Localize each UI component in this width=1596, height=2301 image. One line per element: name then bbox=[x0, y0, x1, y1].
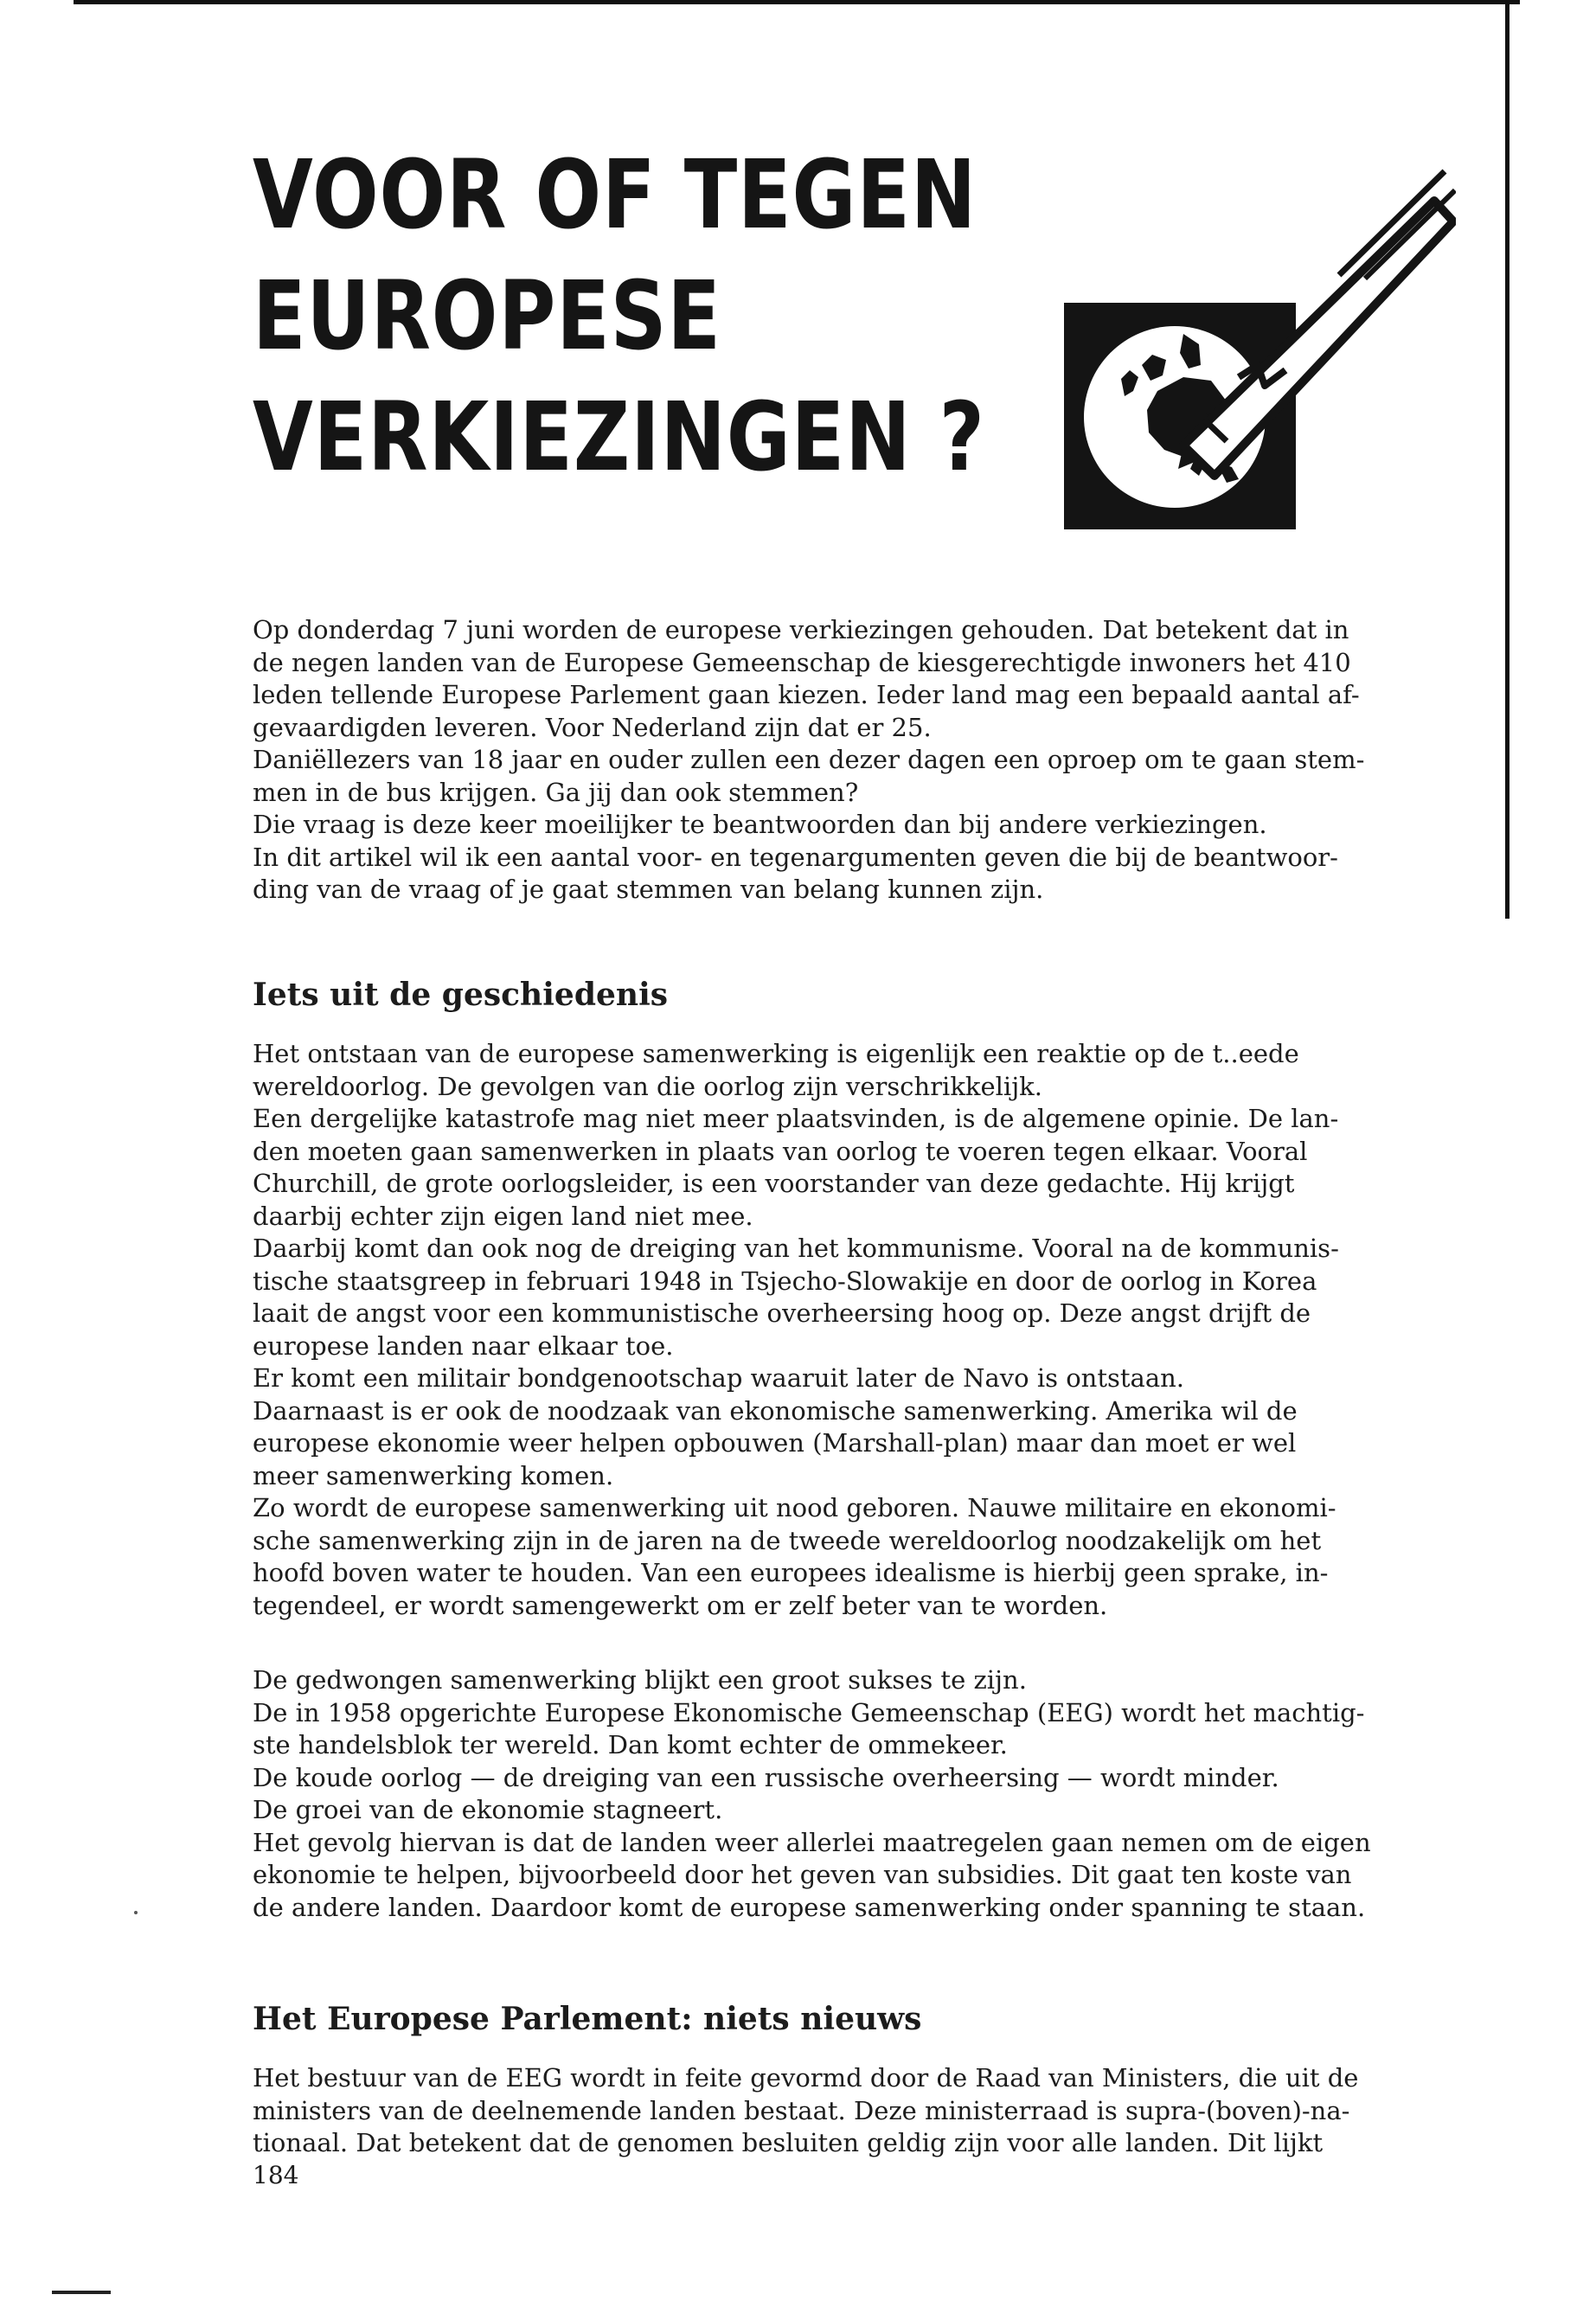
title-line: VOOR OF TEGEN bbox=[253, 139, 977, 250]
text-line: europese landen naar elkaar toe. bbox=[253, 1330, 674, 1361]
text-line: Het bestuur van de EEG wordt in feite gevormd door de Raad van Ministers, die uit de bbox=[253, 2063, 1359, 2093]
text-line: Er komt een militair bondgenootschap waaruit later de Navo is ontstaan. bbox=[253, 1363, 1185, 1393]
article-title bbox=[253, 134, 985, 497]
text-line: sche samenwerking zijn in de jaren na de tweede wereldoorlog noodzakelijk om het bbox=[253, 1525, 1322, 1555]
text-line: de negen landen van de Europese Gemeenschap de kiesgerechtigde inwoners het 410 bbox=[253, 647, 1351, 677]
text-line: Die vraag is deze keer moeilijker te beantwoorden dan bij andere verkiezingen. bbox=[253, 810, 1267, 839]
pencil-on-europe-globe-icon bbox=[1054, 164, 1456, 536]
text-line: Een dergelijke katastrofe mag niet meer plaatsvinden, is de algemene opinie. De lan- bbox=[253, 1104, 1339, 1133]
text-line: Daniëllezers van 18 jaar en ouder zullen een dezer dagen een oproep om te gaan stem- bbox=[253, 745, 1365, 774]
text-line: Daarnaast is er ook de noodzaak van ekonomische samenwerking. Amerika wil de bbox=[253, 1395, 1298, 1426]
text-line: De in 1958 opgerichte Europese Ekonomische Gemeenschap (EEG) wordt het machtig- bbox=[253, 1697, 1365, 1727]
text-line: leden tellende Europese Parlement gaan kiezen. Ieder land mag een bepaald aantal af- bbox=[253, 680, 1360, 709]
text-line: ste handelsblok ter wereld. Dan komt echter de ommekeer. bbox=[253, 1730, 1008, 1759]
text-line: wereldoorlog. De gevolgen van die oorlog zijn verschrikkelijk. bbox=[253, 1071, 1042, 1101]
text-line: ministers van de deelnemende landen bestaat. Deze ministerraad is supra-(boven)-na- bbox=[253, 2095, 1350, 2125]
text-line: Het ontstaan van de europese samenwerking is eigenlijk een reaktie op de t..eede bbox=[253, 1039, 1299, 1068]
text-line: den moeten gaan samenwerken in plaats van oorlog te voeren tegen elkaar. Vooral bbox=[253, 1136, 1308, 1166]
title-line: VERKIEZINGEN ? bbox=[253, 381, 985, 492]
intro-paragraph bbox=[253, 614, 1472, 907]
scan-edge-right bbox=[1505, 0, 1509, 919]
scan-mark-bottom bbox=[52, 2291, 111, 2294]
text-line: tegendeel, er wordt samengewerkt om er zelf beter van te worden. bbox=[253, 1590, 1108, 1620]
text-line: gevaardigden leveren. Voor Nederland zijn dat er 25. bbox=[253, 712, 932, 742]
text-line: de andere landen. Daardoor komt de europese samenwerking onder spanning te staan. bbox=[253, 1892, 1366, 1922]
scan-speck bbox=[134, 1911, 138, 1914]
text-line: laait de angst voor een kommunistische overheersing hoog op. Deze angst drijft de bbox=[253, 1298, 1311, 1328]
text-line: De koude oorlog — de dreiging van een russische overheersing — wordt minder. bbox=[253, 1762, 1279, 1792]
text-line: europese ekonomie weer helpen opbouwen (Marshall-plan) maar dan moet er wel bbox=[253, 1428, 1297, 1458]
text-line: ekonomie te helpen, bijvoorbeeld door het geven van subsidies. Dit gaat ten koste van bbox=[253, 1860, 1352, 1889]
text-line: Zo wordt de europese samenwerking uit nood geboren. Nauwe militaire en ekonomi- bbox=[253, 1493, 1336, 1522]
history-paragraph-1 bbox=[253, 1038, 1472, 1622]
title-line: EUROPESE bbox=[253, 260, 721, 371]
text-line: In dit artikel wil ik een aantal voor- en tegenargumenten geven die bij de beantwoor- bbox=[253, 842, 1338, 872]
scan-edge-top bbox=[74, 0, 1520, 4]
section-heading-geschiedenis: Iets uit de geschiedenis bbox=[253, 977, 669, 1013]
text-line: De gedwongen samenwerking blijkt een groot sukses te zijn. bbox=[253, 1665, 1027, 1695]
text-line: Daarbij komt dan ook nog de dreiging van het kommunisme. Vooral na de kommunis- bbox=[253, 1234, 1339, 1263]
text-line: De groei van de ekonomie stagneert. bbox=[253, 1795, 723, 1824]
text-line: daarbij echter zijn eigen land niet mee. bbox=[253, 1201, 753, 1231]
section-heading-parlement: Het Europese Parlement: niets nieuws bbox=[253, 2001, 922, 2037]
text-line: men in de bus krijgen. Ga jij dan ook stemmen? bbox=[253, 777, 859, 807]
page-number: 184 bbox=[253, 2161, 299, 2189]
text-line: tionaal. Dat betekent dat de genomen besluiten geldig zijn voor alle landen. Dit lijkt bbox=[253, 2128, 1324, 2157]
text-line: hoofd boven water te houden. Van een europees idealisme is hierbij geen sprake, in- bbox=[253, 1558, 1329, 1587]
parliament-paragraph-1 bbox=[253, 2062, 1472, 2160]
text-line: meer samenwerking komen. bbox=[253, 1460, 614, 1490]
text-line: Churchill, de grote oorlogsleider, is een voorstander van deze gedachte. Hij krijgt bbox=[253, 1169, 1295, 1198]
text-line: Het gevolg hiervan is dat de landen weer allerlei maatregelen gaan nemen om de eigen bbox=[253, 1827, 1371, 1857]
text-line: tische staatsgreep in februari 1948 in Tsjecho-Slowakije en door de oorlog in Korea bbox=[253, 1266, 1317, 1296]
history-paragraph-2 bbox=[253, 1664, 1472, 1924]
text-line: Op donderdag 7 juni worden de europese verkiezingen gehouden. Dat betekent dat in bbox=[253, 615, 1349, 644]
text-line: ding van de vraag of je gaat stemmen van belang kunnen zijn. bbox=[253, 875, 1044, 904]
